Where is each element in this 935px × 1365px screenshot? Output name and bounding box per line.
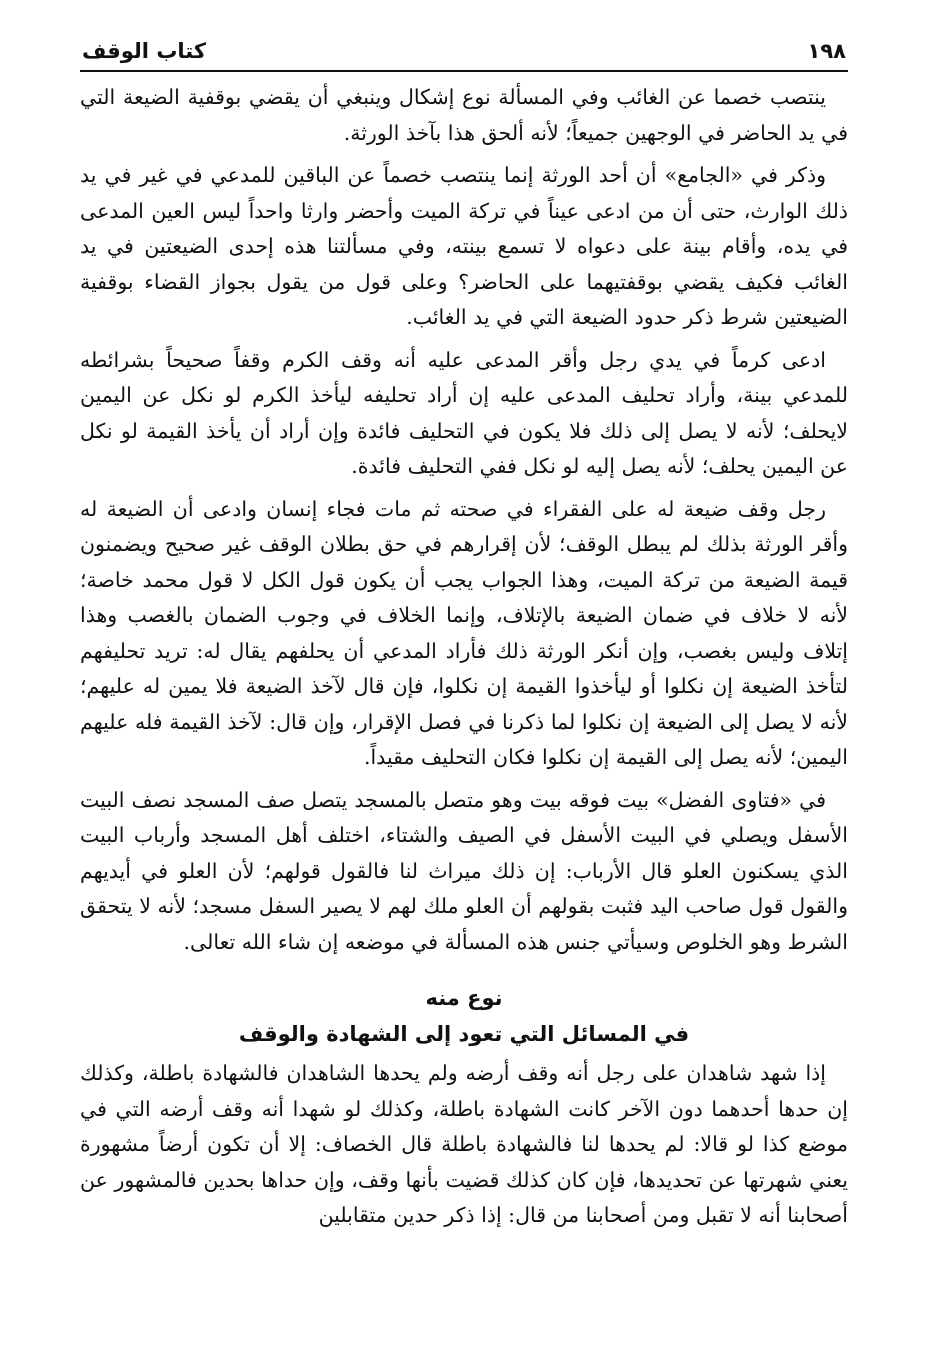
page-number: ١٩٨: [807, 39, 846, 63]
page-body: [80, 80, 848, 1234]
paragraph: رجل وقف ضيعة له على الفقراء في صحته ثم مات فجاء إنسان وادعى أن الضيعة له وأقر الورثة بذلك لم يبطل الوقف؛ لأن إقرارهم في حق بطلان الوقف غير صحيح ويضمنون قيمة الضيعة من تركة الميت، وهذا الجواب يجب أن يكون قول الكل لا قول محمد خاصة؛ لأنه لا خلاف في ضمان الضيعة بالإتلاف، وإنما الخلاف في وجوب الضمان بالغصب وهذا إتلاف وليس بغصب، وإن أنكر الورثة ذلك فأراد المدعي أن يحلفهم يقال له: تريد تحليفهم لتأخذ الضيعة إن نكلوا أو ليأخذوا القيمة إن نكلوا، فإن قال لآخذ الضيعة فلا يمين له عليهم؛ لأنه لا يصل إلى الضيعة إن نكلوا لما ذكرنا في فصل الإقرار، وإن قال: لآخذ القيمة فله عليهم اليمين؛ لأنه يصل إلى القيمة إن نكلوا فكان التحليف مقيداً.: [80, 496, 848, 769]
paragraph: وذكر في «الجامع» أن أحد الورثة إنما ينتصب خصماً عن الباقين للمدعي في غير في يد ذلك الوارث، حتى أن من ادعى عيناً في تركة الميت وأحضر وارثا واحداً ليس العين المدعى في يده، وأقام بينة على دعواه لا تسمع بينته، وفي مسألتنا هذه إحدى الضيعتين في يد الغائب فكيف يقضي بوقفتيهما على الحاضر؟ وعلى قول من يقول بجواز القضاء بوقفية الضيعتين شرط ذكر حدود الضيعة التي في يد الغائب.: [80, 163, 848, 329]
section-subtitle: في المسائل التي تعود إلى الشهادة والوقف: [238, 1022, 690, 1046]
paragraph: ادعى كرماً في يدي رجل وأقر المدعى عليه أنه وقف الكرم وقفاً صحيحاً بشرائطه للمدعي بينة، وأراد تحليف المدعى عليه إن أراد تحليفه ليأخذ الكرم لو نكل عن اليمين لايحلف؛ لأنه لا يصل إلى ذلك فلا يكون في التحليف فائدة وإن أراد أن يأخذ القيمة لو نكل عن اليمين يحلف؛ لأنه يصل إليه لو نكل ففي التحليف فائدة.: [80, 347, 848, 478]
paragraph: إذا شهد شاهدان على رجل أنه وقف أرضه ولم يحدها الشاهدان فالشهادة باطلة، وكذلك إن حدها أحدهما دون الآخر كانت الشهادة باطلة، وكذلك لو شهدا أنه وقف أرضه التي في موضع كذا لو قالا: لم يحدها لنا فالشهادة باطلة قال الخصاف: إلا أن تكون أرضاً مشهورة يعني شهرتها عن تحديدها، فإن كان كذلك قضيت بأنها وقف، وإن حداها بحدين فالمشهور عن أصحابنا أنه لا تقبل ومن أصحابنا من قال: إذا ذكر حدين متقابلين: [80, 1061, 848, 1227]
section-title: نوع منه: [425, 986, 503, 1010]
paragraph: في «فتاوى الفضل» بيت فوقه بيت وهو متصل بالمسجد يتصل صف المسجد نصف البيت الأسفل ويصلي في البيت الأسفل في الصيف والشتاء، اختلف أهل المسجد وأرباب البيت الذي يسكنون العلو قال الأرباب: إن ذلك ميراث لنا فالقول قولهم؛ لأن العلو في أيديهم والقول قول صاحب اليد فثبت بقولهم أن العلو ملك لهم لا يصير السفل مسجد؛ لأنه لا يتحقق الشرط وهو الخلوص وسيأتي جنس هذه المسألة في موضعه إن شاء الله تعالى.: [80, 787, 848, 954]
book-page: [80, 32, 848, 1342]
book-title: كتاب الوقف: [82, 39, 207, 63]
header-rule: [80, 70, 848, 72]
paragraph: ينتصب خصما عن الغائب وفي المسألة نوع إشكال وينبغي أن يقضي بوقفية الضيعة التي في يد الحاضر في الوجهين جميعاً؛ لأنه ألحق هذا بآخذ الورثة.: [80, 85, 848, 145]
running-header: [80, 32, 848, 66]
